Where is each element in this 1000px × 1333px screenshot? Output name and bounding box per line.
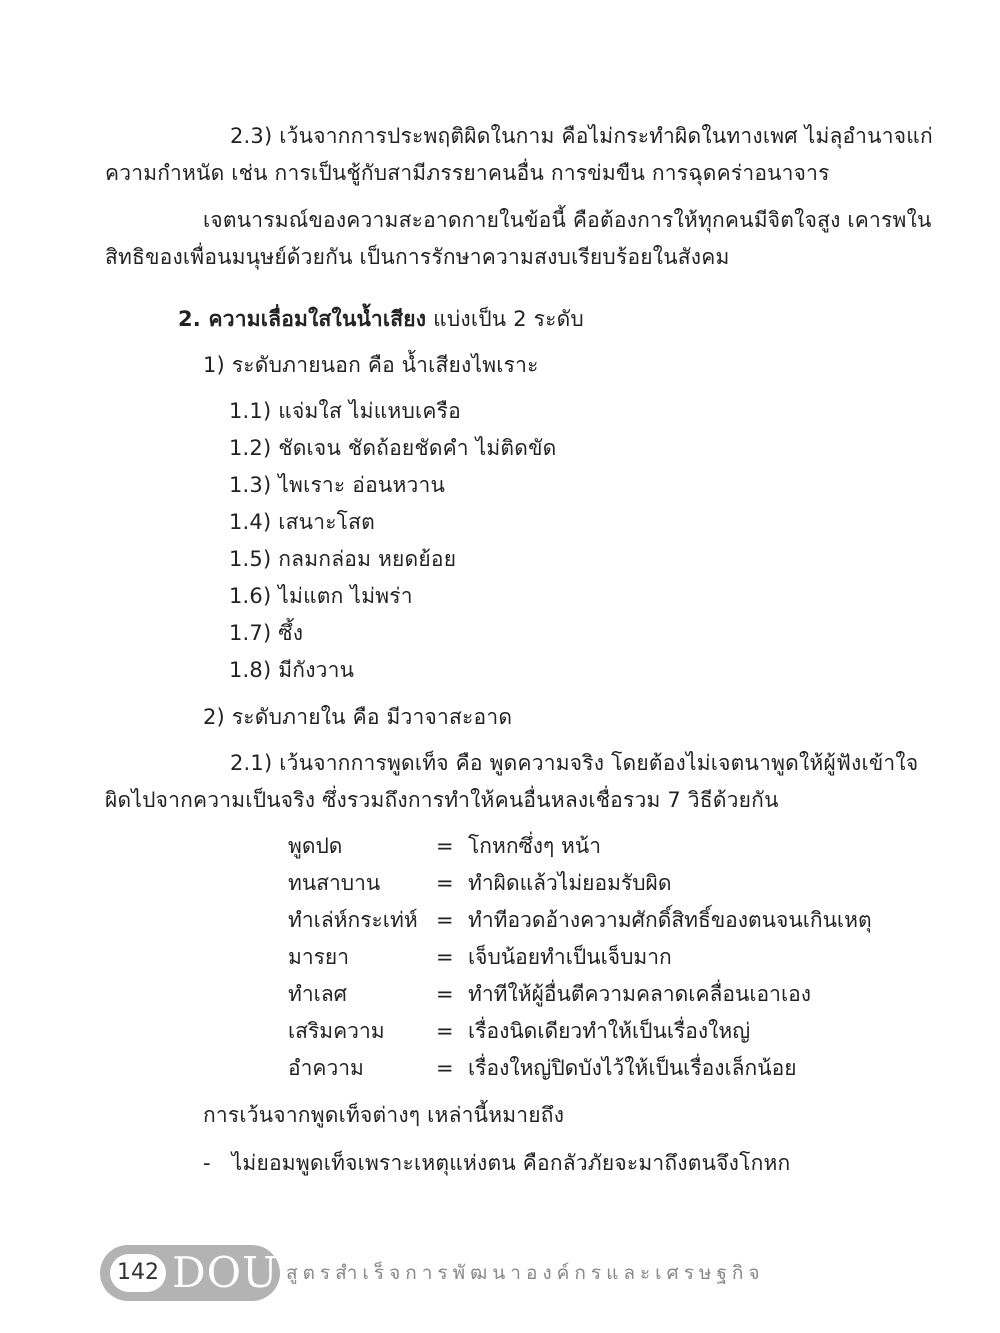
definition-term: มารยา bbox=[288, 945, 350, 969]
definition-meaning: ทำทีให้ผู้อื่นตีความคลาดเคลื่อนเอาเอง bbox=[468, 982, 811, 1006]
level-1-item: 1.4) เสนาะโสต bbox=[229, 510, 376, 534]
paragraph-2-1-line-2: ผิดไปจากความเป็นจริง ซึ่งรวมถึงการทำให้คนอื่นหลงเชื่อรวม 7 วิธีด้วยกัน bbox=[105, 788, 779, 812]
bullet-dash: - bbox=[203, 1151, 211, 1175]
level-1-item: 1.5) กลมกล่อม หยดย้อย bbox=[229, 547, 457, 571]
paragraph-intent-line-2: สิทธิของเพื่อนมนุษย์ด้วยกัน เป็นการรักษาความสงบเรียบร้อยในสังคม bbox=[105, 245, 730, 269]
paragraph-2-3-line-2: ความกำหนัด เช่น การเป็นชู้กับสามีภรรยาคนอื่น การข่มขืน การฉุดคร่าอนาจาร bbox=[105, 161, 830, 185]
paragraph-2-1-line-1: 2.1) เว้นจากการพูดเท็จ คือ พูดความจริง โดยต้องไม่เจตนาพูดให้ผู้ฟังเข้าใจ bbox=[230, 751, 919, 775]
definition-meaning: เจ็บน้อยทำเป็นเจ็บมาก bbox=[468, 945, 672, 969]
definition-term: เสริมความ bbox=[288, 1019, 385, 1043]
definition-term: ทำเลศ bbox=[288, 982, 348, 1006]
definition-meaning: โกหกซึ่งๆ หน้า bbox=[468, 834, 602, 858]
level-1-item: 1.8) มีกังวาน bbox=[229, 658, 355, 682]
definition-meaning: เรื่องใหญ่ปิดบังไว้ให้เป็นเรื่องเล็กน้อย bbox=[468, 1056, 797, 1080]
equals-sign: = bbox=[436, 871, 454, 895]
footer-badge bbox=[100, 1245, 280, 1301]
definition-term: ทำเล่ห์กระเท่ห์ bbox=[288, 908, 418, 932]
level-1-title: 1) ระดับภายนอก คือ น้ำเสียงไพเราะ bbox=[203, 353, 539, 377]
definition-term: ทนสาบาน bbox=[288, 871, 381, 895]
level-1-item: 1.7) ซึ้ง bbox=[229, 621, 304, 645]
level-1-item: 1.1) แจ่มใส ไม่แหบเครือ bbox=[229, 399, 461, 423]
definition-meaning: ทำทีอวดอ้างความศักดิ์สิทธิ์ของตนจนเกินเหตุ bbox=[468, 908, 872, 932]
equals-sign: = bbox=[436, 1019, 454, 1043]
bullet-item bbox=[203, 1148, 790, 1178]
level-1-item: 1.3) ไพเราะ อ่อนหวาน bbox=[229, 473, 446, 497]
equals-sign: = bbox=[436, 1056, 454, 1080]
paragraph-intent-line-1: เจตนารมณ์ของความสะอาดกายในข้อนี้ คือต้องการให้ทุกคนมีจิตใจสูง เคารพใน bbox=[203, 208, 932, 232]
definition-meaning: เรื่องนิดเดียวทำให้เป็นเรื่องใหญ่ bbox=[468, 1019, 751, 1043]
page-number: 142 bbox=[110, 1254, 166, 1292]
equals-sign: = bbox=[436, 945, 454, 969]
dou-logo: DOU bbox=[172, 1248, 279, 1297]
section-heading-rest: แบ่งเป็น 2 ระดับ bbox=[426, 307, 584, 331]
level-2-title: 2) ระดับภายใน คือ มีวาจาสะอาด bbox=[203, 705, 513, 729]
bullet-text: ไม่ยอมพูดเท็จเพราะเหตุแห่งตน คือกลัวภัยจะมาถึงตนจึงโกหก bbox=[231, 1151, 791, 1175]
equals-sign: = bbox=[436, 982, 454, 1006]
page-footer bbox=[100, 1245, 920, 1301]
definition-meaning: ทำผิดแล้วไม่ยอมรับผิด bbox=[468, 871, 672, 895]
section-heading bbox=[178, 304, 584, 334]
paragraph-2-3-line-1: 2.3) เว้นจากการประพฤติผิดในกาม คือไม่กระทำผิดในทางเพศ ไม่ลุอำนาจแก่ bbox=[230, 124, 933, 148]
closing-line: การเว้นจากพูดเท็จต่างๆ เหล่านี้หมายถึง bbox=[203, 1103, 565, 1127]
equals-sign: = bbox=[436, 834, 454, 858]
course-title: สูตรสำเร็จการพัฒนาองค์กรและเศรษฐกิจ bbox=[286, 1262, 765, 1284]
definition-term: อำความ bbox=[288, 1056, 364, 1080]
level-1-item: 1.2) ชัดเจน ชัดถ้อยชัดคำ ไม่ติดขัด bbox=[229, 436, 557, 460]
section-heading-bold: 2. ความเลื่อมใสในน้ำเสียง bbox=[178, 307, 427, 331]
definition-term: พูดปด bbox=[288, 834, 343, 858]
equals-sign: = bbox=[436, 908, 454, 932]
level-1-item: 1.6) ไม่แตก ไม่พร่า bbox=[229, 584, 413, 608]
